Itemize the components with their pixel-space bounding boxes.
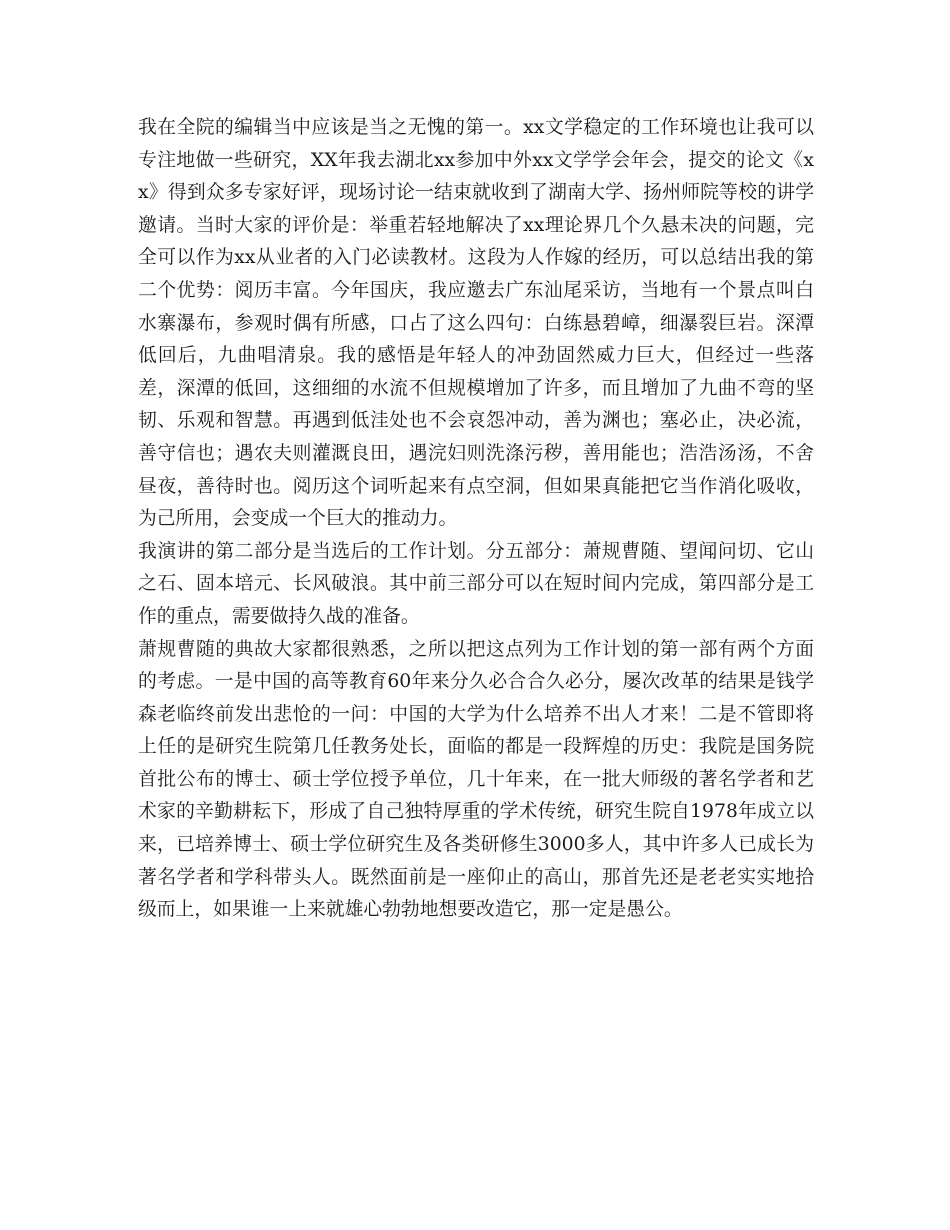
paragraph-2: 我演讲的第二部分是当选后的工作计划。分五部分：萧规曹随、望闻问切、它山之石、固本培元、长风破浪。其中前三部分可以在短时间内完成，第四部分是工作的重点，需要做持久战的准备。 bbox=[138, 540, 814, 627]
paragraph-1: 我在全院的编辑当中应该是当之无愧的第一。xx文学稳定的工作环境也让我可以专注地做一些研究，XX年我去湖北xx参加中外xx文学学会年会，提交的论文《xx》得到众多专家好评，现场讨论一结束就收到了湖南大学、扬州师院等校的讲学邀请。当时大家的评价是：举重若轻地解决了xx理论界几个久悬未决的问题，完全可以作为xx从业者的入门必读教材。这段为人作嫁的经历，可以总结出我的第二个优势：阅历丰富。今年国庆，我应邀去广东汕尾采访，当地有一个景点叫白水寨瀑布，参观时偶有所感，口占了这么四句：白练悬碧嶂，细瀑裂巨岩。深潭低回后，九曲唱清泉。我的感悟是年轻人的冲劲固然威力巨大，但经过一些落差，深潭的低回，这细细的水流不但规模增加了许多，而且增加了九曲不弯的坚韧、乐观和智慧。再遇到低洼处也不会哀怨冲动，善为渊也；塞必止，决必流，善守信也；遇农夫则灌溉良田，遇浣妇则洗涤污秽，善用能也；浩浩汤汤，不舍昼夜，善待时也。阅历这个词听起来有点空洞，但如果真能把它当作消化吸收，为己所用，会变成一个巨大的推动力。 bbox=[138, 117, 814, 530]
document-body bbox=[138, 112, 814, 927]
paragraph-3: 萧规曹随的典故大家都很熟悉，之所以把这点列为工作计划的第一部有两个方面的考虑。一是中国的高等教育60年来分久必合合久必分，屡次改革的结果是钱学森老临终前发出悲怆的一问：中国的大学为什么培养不出人才来！二是不管即将上任的是研究生院第几任教务处长，面临的都是一段辉煌的历史：我院是国务院首批公布的博士、硕士学位授予单位，几十年来，在一批大师级的著名学者和艺术家的辛勤耕耘下，形成了自己独特厚重的学术传统，研究生院自1978年成立以来，已培养博士、硕士学位研究生及各类研修生3000多人，其中许多人已成长为著名学者和学科带头人。既然面前是一座仰止的高山，那首先还是老老实实地拾级而上，如果谁一上来就雄心勃勃地想要改造它，那一定是愚公。 bbox=[138, 638, 814, 921]
